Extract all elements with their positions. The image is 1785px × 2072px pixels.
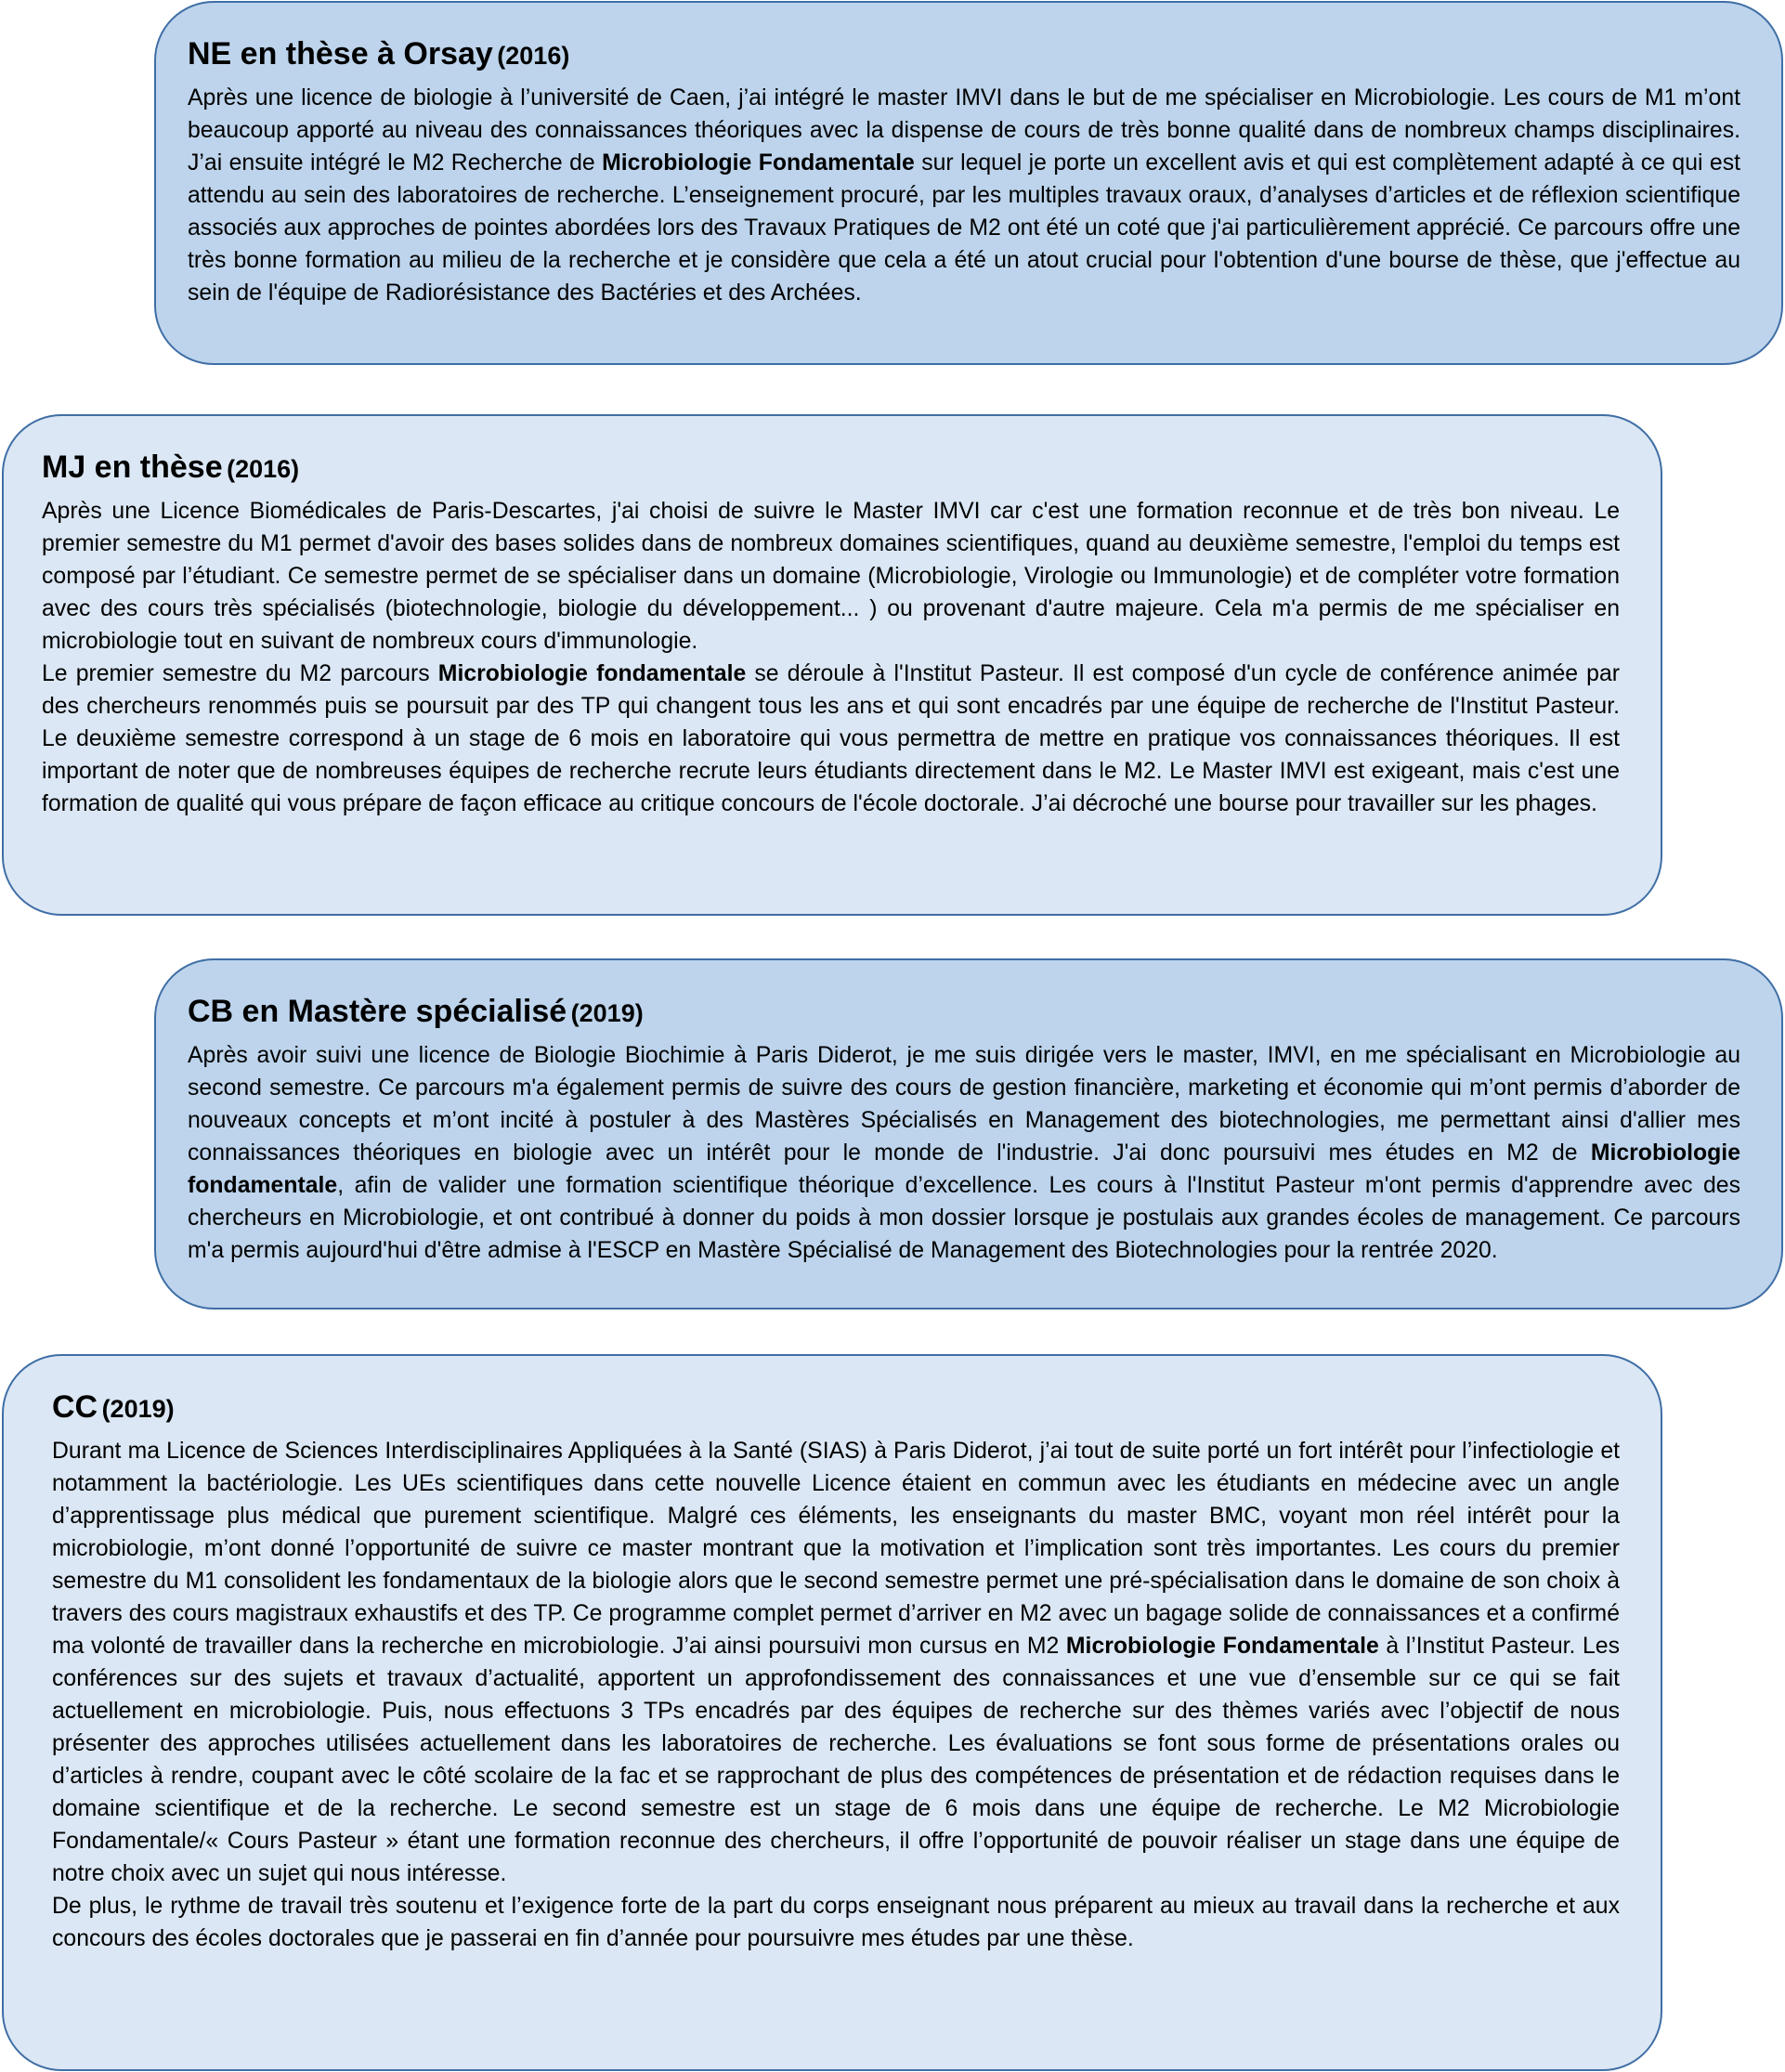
text-segment: se déroule à l'Institut Pasteur. Il est composé d'un cycle de conférence animée par des chercheurs renommés puis se poursuit par des TP qui changent tous les ans et qui sont encadrés par une équipe de recherche de l'Institut Pasteur. Le deuxième semestre correspond à un stage de 6 mois en laboratoire qui vous permettra de mettre en pratique vos connaissances théoriques. Il est important de noter que de nombreuses équipes de recherche recrute leurs étudiants directement dans le M2. Le Master IMVI est exigeant, mais c'est une formation de qualité qui vous prépare de façon efficace au critique concours de l'école doctorale. J’ai décroché une bourse pour travailler sur les phages. [42, 661, 1620, 816]
testimonial-author: MJ en thèse [42, 450, 223, 485]
testimonial-paragraph [42, 658, 1620, 820]
testimonial-card-cc [2, 1354, 1662, 2071]
testimonial-paragraph [188, 82, 1740, 309]
testimonial-paragraph [188, 1039, 1740, 1267]
testimonial-body [188, 1039, 1740, 1267]
text-segment: , afin de valider une formation scientifique théorique d’excellence. Les cours à l'Institut Pasteur m'ont permis d'apprendre avec des chercheurs en Microbiologie, et ont contribué à donner du poids à mon dossier lorsque je postulais aux grandes écoles de management. Ce parcours m'a permis aujourd'hui d'être admise à l'ESCP en Mastère Spécialisé de Management des Biotechnologies pour la rentrée 2020. [188, 1173, 1740, 1263]
testimonial-body [52, 1435, 1620, 1955]
text-segment: Le premier semestre du M2 parcours [42, 661, 438, 686]
testimonial-year: (2019) [570, 999, 644, 1027]
course-name-highlight: Microbiologie Fondamentale [602, 150, 915, 176]
testimonial-paragraph: De plus, le rythme de travail très soutenu et l’exigence forte de la part du corps enseignant nous préparent au mieux au travail dans la recherche et aux concours des écoles doctorales que je passerai en fin d’année pour poursuivre mes études par une thèse. [52, 1894, 1620, 1951]
text-segment: Après une licence de biologie à l’université de Caen, j’ai intégré le master IMVI dans le but de me spécialiser en Microbiologie. Les cours de M1 m’ont beaucoup apporté au niveau des connaissances théoriques avec la dispense de cours de très bonne qualité dans de nombreux champs disciplinaires. J’ai ensuite intégré le M2 Recherche de [188, 85, 1740, 176]
testimonial-title [188, 990, 1740, 1039]
testimonial-year: (2016) [227, 455, 300, 483]
testimonial-year: (2016) [497, 42, 570, 70]
testimonial-title [188, 33, 1740, 82]
course-name-highlight: Microbiologie Fondamentale [1065, 1634, 1379, 1659]
testimonial-body [188, 82, 1740, 309]
testimonial-title [52, 1386, 1620, 1435]
course-name-highlight: Microbiologie fondamentale [437, 661, 747, 686]
text-segment: à l’Institut Pasteur. Les conférences sur des sujets et travaux d’actualité, apportent un approfondissement des connaissances et une vue d’ensemble sur ce qui se fait actuellement en microbiologie. Puis, nous effectuons 3 TPs encadrés par des équipes de recherche sur des thèmes variés avec l’objectif de nous présenter des approches utilisées actuellement dans les laboratoires de recherche. Les évaluations se font sous forme de présentations orales ou d’articles à rendre, coupant avec le côté scolaire de la fac et se rapprochant de plus des compétences de présentation et de rédaction requises dans le domaine scientifique et de la recherche. Le second semestre est un stage de 6 mois dans une équipe de recherche. Le M2 Microbiologie Fondamentale/« Cours Pasteur » étant une formation reconnue des chercheurs, il offre l’opportunité de pouvoir réaliser un stage dans une équipe de notre choix avec un sujet qui nous intéresse. [52, 1634, 1620, 1886]
testimonial-author: NE en thèse à Orsay [188, 36, 493, 72]
testimonial-year: (2019) [101, 1395, 175, 1423]
testimonial-author: CC [52, 1389, 98, 1425]
testimonial-paragraph: Après une Licence Biomédicales de Paris-Descartes, j'ai choisi de suivre le Master IMVI car c'est une formation reconnue et de très bon niveau. Le premier semestre du M1 permet d'avoir des bases solides dans de nombreux domaines scientifiques, quand au deuxième semestre, l'emploi du temps est composé par l’étudiant. Ce semestre permet de se spécialiser dans un domaine (Microbiologie, Virologie ou Immunologie) et de compléter votre formation avec des cours très spécialisés (biotechnologie, biologie du développement... ) ou provenant d'autre majeure. Cela m'a permis de me spécialiser en microbiologie tout en suivant de nombreux cours d'immunologie. [42, 499, 1620, 654]
testimonial-card-cb [154, 958, 1783, 1310]
text-segment: Après avoir suivi une licence de Biologie Biochimie à Paris Diderot, je me suis dirigée vers le master, IMVI, en me spécialisant en Microbiologie au second semestre. Ce parcours m'a également permis de suivre des cours de gestion financière, marketing et économie qui m’ont permis d’aborder de nouveaux concepts et m’ont incité à postuler à des Mastères Spécialisés en Management des biotechnologies, me permettant ainsi d'allier mes connaissances théoriques en biologie avec un intérêt pour le monde de l'industrie. J'ai donc poursuivi mes études en M2 de [188, 1043, 1740, 1166]
testimonial-body [42, 495, 1620, 820]
text-segment: Durant ma Licence de Sciences Interdisciplinaires Appliquées à la Santé (SIAS) à Paris Diderot, j’ai tout de suite porté un fort intérêt pour l’infectiologie et notamment la bactériologie. Les UEs scientifiques dans cette nouvelle Licence étaient en commun avec les étudiants en médecine avec un angle d’apprentissage plus médical que purement scientifique. Malgré ces éléments, les enseignants du master BMC, voyant mon réel intérêt pour la microbiologie, m’ont donné l’opportunité de suivre ce master montrant que la motivation et l’implication sont très importantes. Les cours du premier semestre du M1 consolident les fondamentaux de la biologie alors que le second semestre permet une pré-spécialisation dans le domaine de son choix à travers des cours magistraux exhaustifs et des TP. Ce programme complet permet d’arriver en M2 avec un bagage solide de connaissances et a confirmé ma volonté de travailler dans la recherche en microbiologie. J’ai ainsi poursuivi mon cursus en M2 [52, 1439, 1620, 1659]
testimonial-card-ne [154, 1, 1783, 365]
course-name-highlight: Microbiologie fondamentale [188, 1140, 1740, 1198]
testimonial-author: CB en Mastère spécialisé [188, 994, 567, 1029]
testimonial-paragraph [52, 1435, 1620, 1890]
testimonial-card-mj [2, 414, 1662, 916]
text-segment: sur lequel je porte un excellent avis et qui est complètement adapté à ce qui est attendu au sein des laboratoires de recherche. L’enseignement procuré, par les multiples travaux oraux, d’analyses d’articles et de réflexion scientifique associés aux approches de pointes abordées lors des Travaux Pratiques de M2 ont été un coté que j'ai particulièrement apprécié. Ce parcours offre une très bonne formation au milieu de la recherche et je considère que cela a été un atout crucial pour l'obtention d'une bourse de thèse, que j'effectue au sein de l'équipe de Radiorésistance des Bactéries et des Archées. [188, 150, 1740, 306]
testimonial-title [42, 446, 1620, 495]
